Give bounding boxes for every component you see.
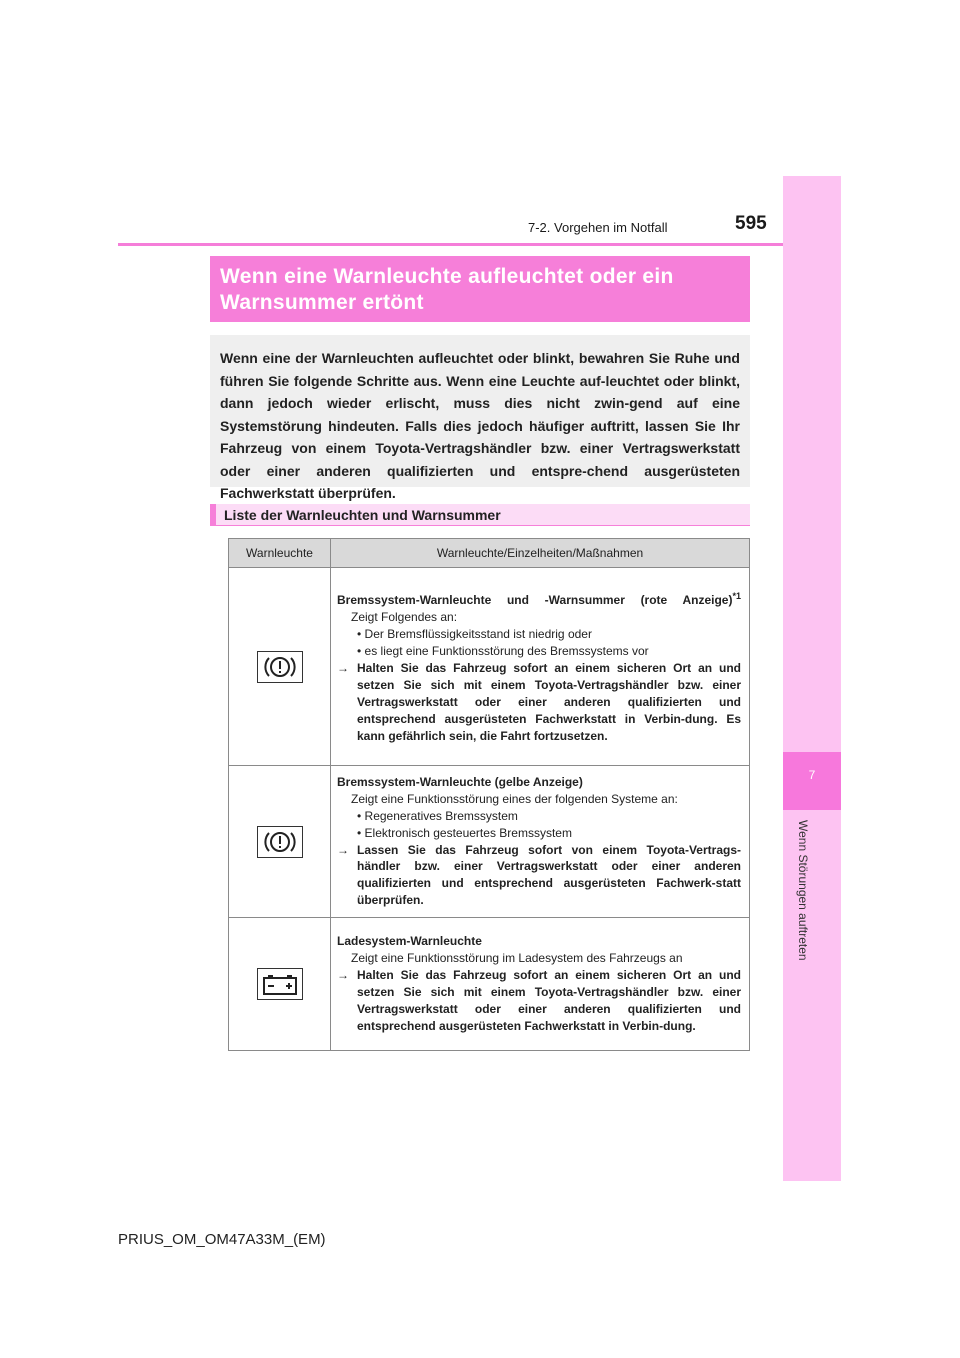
header-rule	[118, 243, 783, 246]
table-header-row	[229, 539, 750, 568]
row-title-text: Bremssystem-Warnleuchte und -Warnsummer (rote Anzeige)	[337, 593, 733, 608]
row-description: Zeigt eine Funktionsstörung im Ladesystem des Fahrzeugs an	[351, 951, 683, 966]
chapter-number: 7	[808, 768, 816, 782]
text-cell	[331, 568, 750, 766]
table-row	[229, 568, 750, 766]
page-number: 595	[735, 213, 767, 234]
row-action	[337, 842, 741, 910]
page-title-line-1: Wenn eine Warnleuchte aufleuchtet oder ein	[220, 265, 674, 288]
page-title-line-2: Warnsummer ertönt	[220, 291, 424, 314]
row-action	[337, 660, 741, 745]
row-title: Ladesystem-Warnleuchte	[337, 934, 482, 949]
intro-box	[210, 335, 750, 501]
brake-warning-icon	[257, 651, 303, 683]
chapter-side-tab	[783, 176, 841, 1181]
arrow-icon: →	[337, 968, 349, 983]
row-title: Bremssystem-Warnleuchte (gelbe Anzeige)	[337, 774, 583, 789]
row-description: Zeigt eine Funktionsstörung eines der folgenden Systeme an:	[351, 791, 678, 806]
row-title	[337, 588, 741, 609]
document-code: PRIUS_OM_OM47A33M_(EM)	[118, 1231, 326, 1248]
footnote-marker: *1	[732, 591, 741, 602]
subheading: Liste der Warnleuchten und Warnsummer	[210, 504, 750, 526]
text-cell	[331, 918, 750, 1051]
icon-cell	[229, 918, 331, 1051]
subheading-rule	[210, 525, 750, 526]
column-header-warnleuchte: Warnleuchte	[229, 539, 331, 568]
arrow-icon: →	[337, 842, 349, 857]
section-title: 7-2. Vorgehen im Notfall	[528, 220, 668, 235]
warning-lights-table	[228, 538, 750, 1051]
table-row	[229, 766, 750, 918]
chapter-title: Wenn Störungen auftreten	[796, 820, 810, 961]
brake-warning-icon	[257, 826, 303, 858]
row-action	[337, 967, 741, 1035]
row-bullet: • Elektronisch gesteuertes Bremssystem	[357, 825, 572, 840]
table-row	[229, 918, 750, 1051]
row-description: Zeigt Folgendes an:	[351, 610, 458, 625]
icon-cell	[229, 568, 331, 766]
row-action-text: Halten Sie das Fahrzeug sofort an einem sicheren Ort an und setzen Sie sich mit einem Toyota-Vertragshändler bzw. einer Vertragswerkstatt oder einer anderen qualifizierten und entsprechend ausgerüsteten Fachwerkstatt in Verbin-dung.	[357, 968, 741, 1033]
row-bullet: • Regeneratives Bremssystem	[357, 808, 518, 823]
arrow-icon: →	[337, 661, 349, 676]
intro-text: Wenn eine der Warnleuchten aufleuchtet oder blinkt, bewahren Sie Ruhe und führen Sie folgende Schritte aus. Wenn eine Leuchte auf-leuchtet oder blinkt, dann jedoch wieder erlischt, muss dies nicht zwin-gend auf eine Systemstörung hindeuten. Falls dies jedoch häufiger auftritt, lassen Sie Ihr Fahrzeug von einem Toyota-Vertragshändler bzw. einer Vertragswerkstatt oder einer anderen qualifizierten und entspre-chend ausgerüsteten Fachwerkstatt überprüfen.	[220, 350, 740, 501]
page-title	[210, 256, 750, 322]
row-action-text: Halten Sie das Fahrzeug sofort an einem sicheren Ort an und setzen Sie sich mit einem Toyota-Vertragshändler bzw. einer Vertragswerkstatt oder einer anderen qualifizierten und entsprechend ausgerüsteten Fachwerkstatt in Verbin-dung. Es kann gefährlich sein, die Fahrt fortzusetzen.	[357, 661, 741, 743]
icon-cell	[229, 766, 331, 918]
column-header-details: Warnleuchte/Einzelheiten/Maßnahmen	[331, 539, 750, 568]
row-bullet: • Der Bremsflüssigkeitsstand ist niedrig oder	[357, 627, 592, 642]
battery-icon	[257, 968, 303, 1000]
chapter-title-wrap	[796, 820, 820, 980]
text-cell	[331, 766, 750, 918]
row-action-text: Lassen Sie das Fahrzeug sofort von einem Toyota-Vertrags-händler bzw. einer Vertragswerkstatt oder einer anderen qualifizierten und entsprechend ausgerüsteten Fachwerk-statt überprüfen.	[357, 842, 741, 908]
row-bullet: • es liegt eine Funktionsstörung des Bremssystems vor	[357, 644, 649, 659]
